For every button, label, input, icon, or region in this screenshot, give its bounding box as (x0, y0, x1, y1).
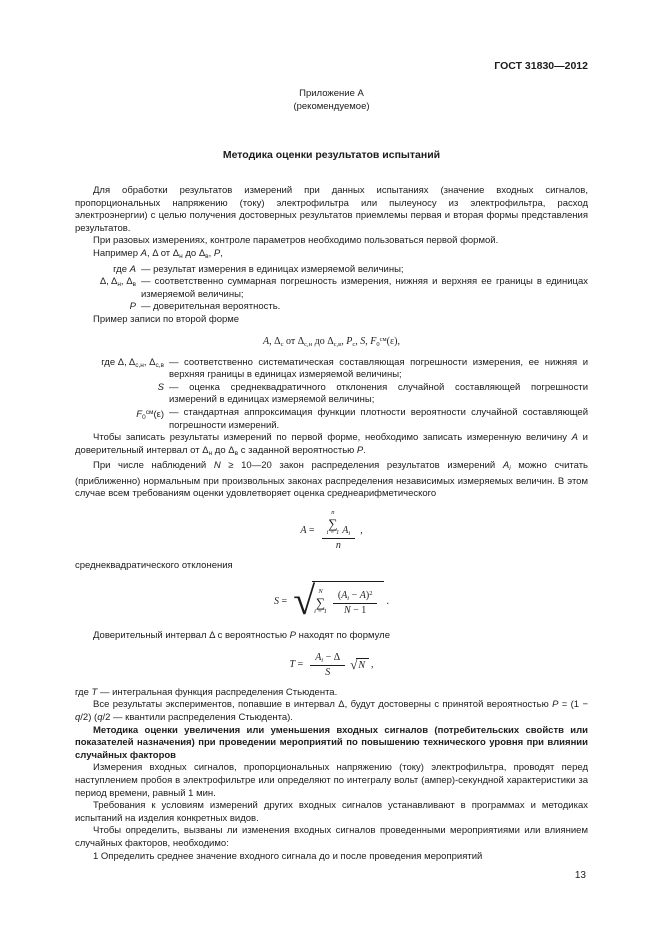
definition-text: — оценка среднеквадратичного отклонения случайной составляющей погрешности измерений в единицах измеряемой величины; (169, 381, 588, 406)
sum-upper-limit: n (331, 509, 335, 517)
definition-text: — соответственно систематическая составляющая погрешности измерения, ее нижняя и верхняя границы в единицах измеряемой величины; (169, 356, 588, 381)
definitions-first-form (75, 264, 588, 314)
definition-text: — результат измерения в единицах измеряемой величины; (141, 263, 404, 275)
paragraph-determine: Чтобы определить, вызваны ли изменения входных сигналов проведенными мероприятиями или влиянием случайных факторов, необходимо: (75, 825, 588, 849)
sigma-sign: ∑ (328, 515, 338, 531)
formula-arithmetic-mean (75, 510, 588, 551)
formula-lhs: S = (274, 595, 288, 607)
paragraph-intro: Для обработки результатов измерений при данных испытаниях (значение входных сигналов, пропорциональных напряжению (току) электрофильтра или пылеуносу из электрофильтра, расход электроэнергии) с целью получения достоверных результатов приемлемы первая и вторая формы представления результатов. (75, 185, 588, 234)
paragraph-measurement-conditions: Измерения входных сигналов, пропорциональных напряжению (току) электрофильтра, проводят перед наступлением пробоя в электрофильтре или определяют по интегралу вольт (ампер)-секундной характеристики за период времени, равный 1 мин. (75, 762, 588, 799)
formula-punctuation: , (371, 659, 374, 671)
summation-symbol (327, 510, 340, 537)
formula-standard-deviation (75, 578, 588, 624)
page-header (75, 60, 588, 72)
square-root (293, 578, 384, 624)
numerator: $(А_i - А)^2$ (337, 589, 373, 602)
fraction (310, 652, 345, 678)
paragraph-student-function: где Т — интегральная функция распределения Стьюдента. (75, 686, 338, 698)
definition-item (91, 382, 588, 407)
sum-argument: $А_i$ (342, 524, 351, 537)
numerator: $А_i - \Delta$ (315, 651, 341, 664)
appendix-heading (75, 88, 588, 113)
definition-term: S (157, 381, 164, 393)
square-root (350, 658, 369, 671)
section-title: Методика оценки результатов испытаний (222, 149, 441, 161)
standard-number: ГОСТ 31830—2012 (494, 60, 588, 72)
appendix-subtitle: (рекомендуемое) (293, 100, 370, 112)
sum-upper-limit: N (318, 588, 323, 596)
formula-punctuation: . (386, 595, 389, 607)
paragraph-second-form-example: Пример записи по второй форме (93, 313, 240, 325)
paragraph-requirements: Требования к условиям измерений других входных сигналов устанавливают в программах и методиках испытаний на изделия конкретных видов. (75, 800, 588, 824)
definition-text: — доверительная вероятность. (141, 301, 281, 313)
denominator: n (335, 539, 341, 551)
definitions-second-form (75, 357, 588, 433)
definition-term: Δ, $\Delta_н$, $\Delta_в$ (99, 276, 136, 289)
paragraph-method-heading: Методика оценки увеличения или уменьшения входных сигналов (потребительских свойств или показателей назначения) при проведении мероприятий по повышению технического уровня при влиянии случайных факторов (75, 724, 588, 761)
definition-item (91, 407, 588, 432)
formula-lhs: А = (300, 524, 315, 536)
definition-term: Р (129, 301, 136, 313)
formula-student-t (75, 652, 588, 678)
denominator: N − 1 (343, 604, 367, 616)
summation-symbol (314, 589, 327, 616)
sum-lower-limit: i = 1 (326, 528, 340, 536)
definition-text: — соответственно суммарная погрешность измерения, нижняя и верхняя ее границы в единицах измеряемой величины; (141, 276, 588, 300)
paragraph-observations: При числе наблюдений N ≥ 10—20 закон распределения результатов измерений $А_i$ можно считать (приближенно) нормальным при произвольных законах распределения независимых измеряемых величин. В этом случае всем требованиям оценки удовлетворяет оценка среднеарифметического (75, 460, 589, 500)
radical-sign: √ (350, 657, 358, 673)
formula-second-form: А, $\Delta_с$ от $\Delta_{с,н}$ до $\Delta_{с,в}$, $Р_с$, S, $F_0^{см}(\varepsilon)$, (263, 335, 400, 348)
paragraph-example-first-form: Например А, Δ от $\Delta_н$ до $\Delta_в$, Р, (93, 247, 223, 260)
definition-item (91, 276, 588, 301)
paragraph-first-form-record: Чтобы записать результаты измерений по первой форме, необходимо записать измеренную величину А и доверительный интервал от $\Delta_н$ до $\Delta_в$ с заданной вероятностью Р. (75, 432, 588, 457)
definition-term: где А (113, 263, 136, 275)
appendix-title: Приложение А (299, 88, 364, 99)
sum-lower-limit: i = 1 (314, 608, 327, 616)
paragraph-list-item-1: 1 Определить среднее значение входного сигнала до и после проведения мероприятий (93, 850, 483, 862)
definition-text: — стандартная аппроксимация функции плотности вероятности случайной составляющей погрешности измерений. (169, 406, 588, 431)
fraction (333, 590, 378, 616)
formula-punctuation: , (360, 524, 363, 536)
paragraph-single-measurements: При разовых измерениях, контроле параметров необходимо пользоваться первой формой. (93, 235, 499, 247)
definition-item (91, 357, 588, 382)
radical-sign: √ (293, 578, 316, 624)
paragraph-results-validity: Все результаты экспериментов, попавшие в интервал Δ, будут достоверны с принятой вероятностью Р = (1 − q/2) (q/2 — квантили распределения Стьюдента). (75, 699, 588, 724)
radicand: N (356, 658, 369, 671)
paragraph-rms-label: среднеквадратического отклонения (75, 559, 233, 571)
sigma-sign: ∑ (315, 595, 326, 611)
definition-item (91, 264, 588, 277)
definition-term: $F_0^{см}(\varepsilon)$ (136, 408, 164, 421)
formula-lhs: Т = (289, 659, 304, 671)
paragraph-confidence-interval: Доверительный интервал Δ с вероятностью Р находят по формуле (93, 630, 390, 642)
denominator: S (325, 666, 331, 678)
definition-term: где Δ, $\Delta_{с,н}$, $\Delta_{с,в}$ (101, 356, 164, 369)
definition-item (91, 301, 588, 314)
fraction (322, 510, 356, 551)
page-number: 13 (574, 870, 586, 881)
